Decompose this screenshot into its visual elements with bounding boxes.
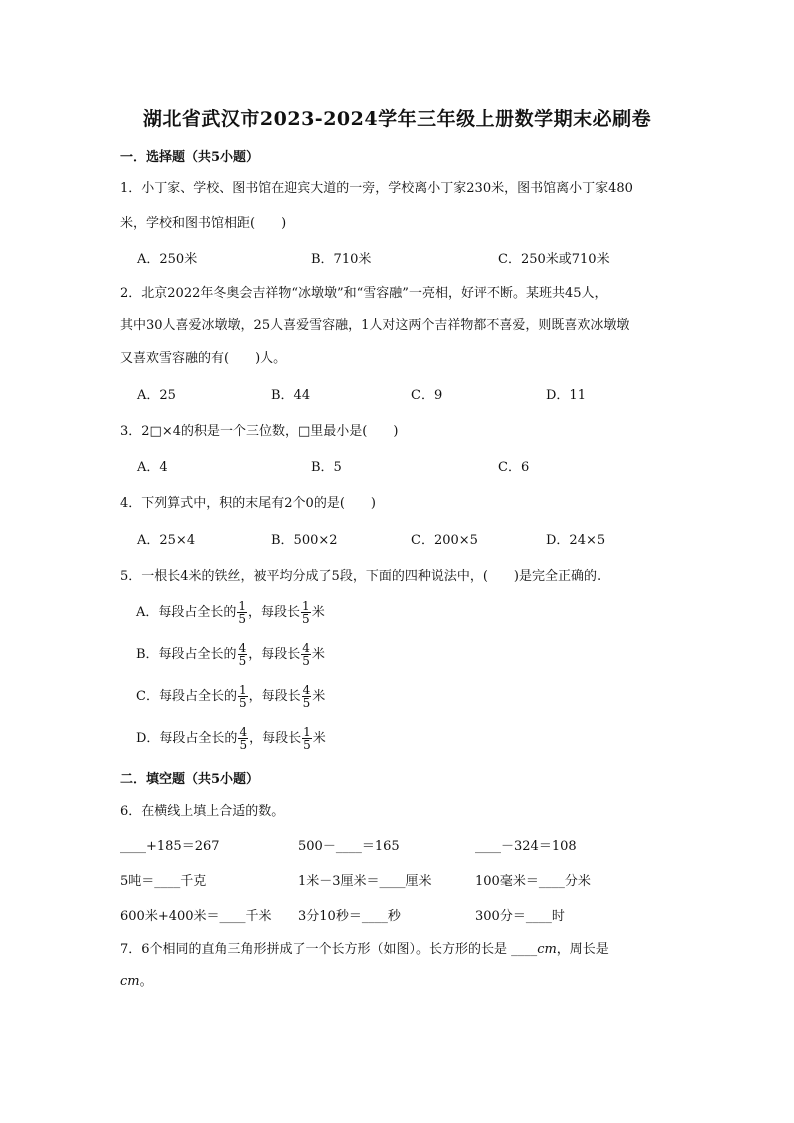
q6-item: ____－324＝108: [475, 839, 577, 854]
q6-item: 300分＝____时: [475, 909, 565, 924]
fraction: $\frac{1}{5}$: [303, 725, 311, 752]
q4-option-a: A．25×4: [137, 533, 196, 548]
q6-item: 5吨＝____千克: [120, 874, 207, 889]
question-7-text-cont: cm。: [120, 974, 153, 989]
question-2-text-end: 又喜欢雪容融的有( )人。: [120, 351, 287, 366]
q4-option-d: D．24×5: [546, 533, 606, 548]
question-1-text: 1．小丁家、学校、图书馆在迎宾大道的一旁，学校离小丁家230米，图书馆离小丁家480: [120, 181, 633, 196]
fraction: $\frac{1}{5}$: [238, 599, 247, 626]
fraction: $\frac{4}{5}$: [239, 725, 248, 752]
fraction: $\frac{4}{5}$: [302, 683, 311, 710]
q4-option-c: C．200×5: [411, 533, 478, 548]
question-5-text: 5．一根长4米的铁丝，被平均分成了5段，下面的四种说法中，( )是完全正确的.: [120, 569, 602, 584]
q1-option-a: A．250米: [137, 252, 198, 267]
q5-option-a: A．每段占全长的 $\frac{1}{5}$ ，每段长 $\frac{1}{5}$ 米: [136, 599, 325, 626]
q1-option-c: C．250米或710米: [498, 252, 610, 267]
section-heading-fill: 二．填空题（共5小题）: [120, 772, 260, 787]
q4-option-b: B．500×2: [271, 533, 338, 548]
q6-item: 100毫米＝____分米: [475, 874, 591, 889]
q6-item: 600米+400米＝____千米: [120, 909, 272, 924]
fraction: $\frac{1}{5}$: [238, 683, 247, 710]
q3-option-c: C．6: [498, 460, 530, 475]
q3-option-a: A．4: [137, 460, 168, 475]
page-title: 湖北省武汉市2023-2024学年三年级上册数学期末必刷卷: [142, 108, 652, 130]
q2-option-a: A．25: [137, 388, 176, 403]
q5-option-c: C．每段占全长的 $\frac{1}{5}$ ，每段长 $\frac{4}{5}$ 米: [136, 683, 326, 710]
section-heading-choice: 一．选择题（共5小题）: [120, 150, 260, 165]
question-7-text: 7．6个相同的直角三角形拼成了一个长方形（如图）。长方形的长是 ____cm，周长是: [120, 942, 609, 957]
q6-item: ____+185＝267: [120, 839, 220, 854]
question-3-text: 3．2□×4的积是一个三位数，□里最小是( ): [120, 424, 399, 439]
fraction: $\frac{1}{5}$: [302, 599, 310, 626]
q1-option-b: B．710米: [311, 252, 372, 267]
question-6-text: 6．在横线上填上合适的数。: [120, 804, 285, 819]
question-1-text-cont: 米，学校和图书馆相距( ): [120, 216, 287, 231]
fraction: $\frac{4}{5}$: [238, 641, 247, 668]
q6-item: 3分10秒＝____秒: [298, 909, 401, 924]
fraction: $\frac{4}{5}$: [302, 641, 310, 668]
question-2-text-cont: 其中30人喜爱冰墩墩，25人喜爱雪容融，1人对这两个吉祥物都不喜爱，则既喜欢冰墩墩: [120, 318, 630, 333]
q3-option-b: B．5: [311, 460, 342, 475]
q5-option-d: D．每段占全长的 $\frac{4}{5}$ ，每段长 $\frac{1}{5}$ 米: [136, 725, 326, 752]
q2-option-b: B．44: [271, 388, 311, 403]
q2-option-d: D．11: [546, 388, 586, 403]
question-4-text: 4．下列算式中，积的末尾有2个0的是( ): [120, 496, 376, 511]
q5-option-b: B．每段占全长的 $\frac{4}{5}$ ，每段长 $\frac{4}{5}$ 米: [136, 641, 325, 668]
question-2-text: 2．北京2022年冬奥会吉祥物“冰墩墩”和“雪容融”一亮相，好评不断。某班共45人，: [120, 286, 608, 301]
q6-item: 500－____＝165: [298, 839, 400, 854]
q2-option-c: C．9: [411, 388, 443, 403]
q6-item: 1米－3厘米＝____厘米: [298, 874, 432, 889]
